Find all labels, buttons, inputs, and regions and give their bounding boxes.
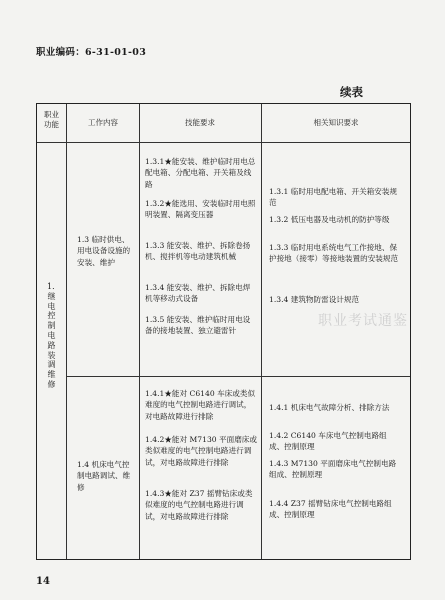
header-skills: 技能要求 xyxy=(185,118,215,127)
job-code: 职业编码：6-31-01-03 xyxy=(36,47,147,58)
knowledge-1-3-2: 1.3.2 低压电器及电动机的防护等级 xyxy=(269,215,390,224)
knowledge-1-4-3: 1.4.3 M7130 平面磨床电气控制电路组成、控制原理 xyxy=(269,459,397,480)
skill-1-4-3: 1.4.3★能对 Z37 摇臂钻床或类似难度的电气控制电路进行调试，对电路故障进行排除 xyxy=(145,489,253,521)
function-cell: 1．继电控制电路装调维修 xyxy=(47,282,61,389)
watermark: 职业考试通鉴 xyxy=(318,313,408,329)
skill-1-4-2: 1.4.2★能对 M7130 平面磨床或类似难度的电气控制电路进行调试，对电路故障进行排除 xyxy=(145,435,257,467)
header-content: 工作内容 xyxy=(88,118,118,127)
skill-1-3-5: 1.3.5 能安装、维护临时用电设备的接地装置、独立避雷针 xyxy=(145,315,251,336)
knowledge-1-4-1: 1.4.1 机床电气故障分析、排除方法 xyxy=(269,403,390,412)
knowledge-1-3-3: 1.3.3 临时用电系统电气工作接地、保护接地（接零）等接地装置的安装规范 xyxy=(269,243,399,264)
skill-1-3-1: 1.3.1★能安装、维护临时用电总配电箱、分配电箱、开关箱及线路 xyxy=(145,157,256,189)
knowledge-1-4-4: 1.4.4 Z37 摇臂钻床电气控制电路组成、控制原理 xyxy=(269,499,392,520)
knowledge-1-3-4: 1.3.4 建筑物防雷设计规范 xyxy=(269,295,360,304)
knowledge-1-3-1: 1.3.1 临时用电配电箱、开关箱安装规范 xyxy=(269,187,398,208)
content-1-3: 1.3 临时供电、用电设备设施的安装、维护 xyxy=(77,235,131,267)
skill-1-3-2: 1.3.2★能选用、安装临时用电照明装置、隔离变压器 xyxy=(145,199,256,220)
knowledge-1-4-2: 1.4.2 C6140 车床电气控制电路组成、控制原理 xyxy=(269,431,387,452)
skill-1-4-1: 1.4.1★能对 C6140 车床或类似难度的电气控制电路进行调试，对电路故障进行排除 xyxy=(145,389,256,421)
skill-1-3-4: 1.3.4 能安装、维护、拆除电焊机等移动式设备 xyxy=(145,283,251,304)
header-knowledge: 相关知识要求 xyxy=(313,118,359,127)
continued-label: 续表 xyxy=(340,85,363,99)
content-1-4: 1.4 机床电气控制电路调试、维修 xyxy=(77,460,131,492)
skills-table xyxy=(36,103,411,560)
header-function: 职业功能 xyxy=(44,110,59,129)
page-number: 14 xyxy=(36,576,50,587)
skill-1-3-3: 1.3.3 能安装、维护、拆除卷扬机、搅拌机等电动建筑机械 xyxy=(145,241,251,262)
